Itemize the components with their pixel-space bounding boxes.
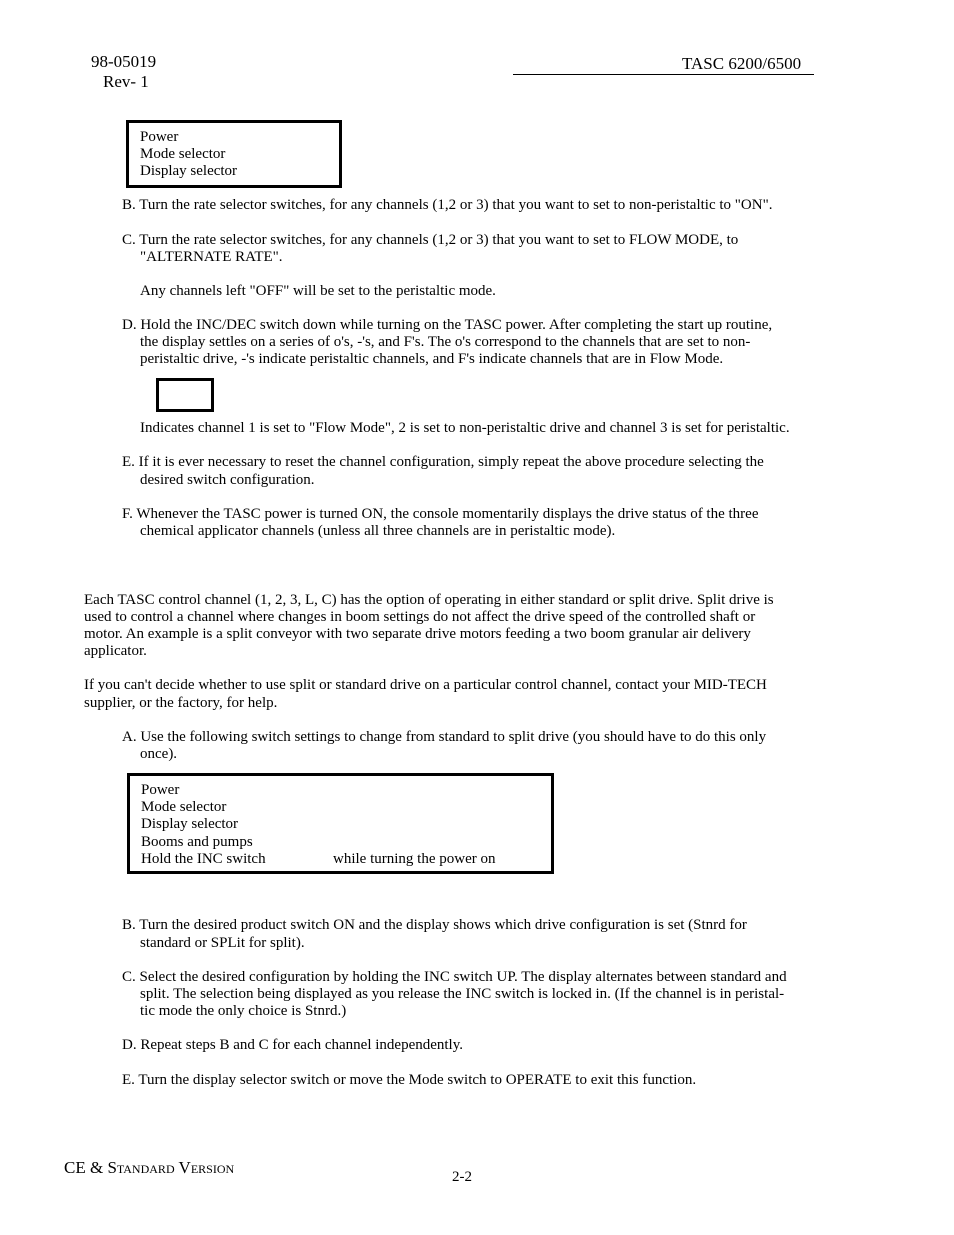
page-number: 2-2 — [452, 1169, 472, 1185]
step2-e-line-1: E. Turn the display selector switch or move the Mode switch to OPERATE to exit this function. — [122, 1072, 697, 1088]
para1-line-4: applicator. — [84, 643, 147, 659]
box2-line-mode: Mode selector — [141, 799, 227, 815]
step2-a-line-2: once). — [140, 746, 178, 762]
document-number: 98-05019 — [91, 52, 157, 71]
step2-c-line-1: C. Select the desired configuration by holding the INC switch UP. The display alternates between standard and — [122, 969, 787, 985]
box1-line-display: Display selector — [140, 163, 238, 179]
step-f-line-1: F. Whenever the TASC power is turned ON, the console momentarily displays the drive status of the three — [122, 506, 759, 522]
step-c-line-2: "ALTERNATE RATE". — [140, 249, 283, 265]
para1-line-2: used to control a channel where changes in boom settings do not affect the drive speed of the controlled shaft or — [84, 609, 756, 625]
box2-line-hold: Hold the INC switch — [141, 851, 266, 867]
para1-line-3: motor. An example is a split conveyor with two separate drive motors feeding a two boom granular air delivery — [84, 626, 751, 642]
display-example-box — [156, 378, 214, 412]
box1-line-mode: Mode selector — [140, 146, 226, 162]
para1-line-1: Each TASC control channel (1, 2, 3, L, C) has the option of operating in either standard or split drive. Split drive is — [84, 592, 774, 608]
revision-label: Rev- 1 — [103, 72, 149, 91]
step-d-line-2: the display settles on a series of o's, -'s, and F's. The o's correspond to the channels that are set to non- — [140, 334, 751, 350]
step2-b-line-2: standard or SPLit for split). — [140, 935, 305, 951]
step-f-line-2: chemical applicator channels (unless all three channels are in peristaltic mode). — [140, 523, 616, 539]
step-c-note: Any channels left "OFF" will be set to the peristaltic mode. — [140, 283, 496, 299]
switch-settings-box-1 — [126, 120, 342, 188]
product-title: TASC 6200/6500 — [682, 54, 802, 73]
box2-line-power: Power — [141, 782, 180, 798]
step-d-line-3: peristaltic drive, -'s indicate peristaltic channels, and F's indicate channels that are in Flow Mode. — [140, 351, 724, 367]
box2-line-display: Display selector — [141, 816, 239, 832]
step2-d-line-1: D. Repeat steps B and C for each channel independently. — [122, 1037, 464, 1053]
para2-line-1: If you can't decide whether to use split or standard drive on a particular control channel, contact your MID-TECH — [84, 677, 767, 693]
step-b-line-1: B. Turn the rate selector switches, for any channels (1,2 or 3) that you want to set to non-peristaltic to "ON". — [122, 197, 773, 213]
footer-version: CE & Standard Version — [64, 1158, 235, 1177]
step-e-line-2: desired switch configuration. — [140, 472, 315, 488]
box2-hold-note: while turning the power on — [333, 851, 496, 867]
box2-line-booms: Booms and pumps — [141, 834, 253, 850]
switch-settings-box-2 — [127, 773, 554, 874]
header-rule — [513, 74, 814, 75]
box1-line-power: Power — [140, 129, 179, 145]
step-c-line-1: C. Turn the rate selector switches, for any channels (1,2 or 3) that you want to set to FLOW MODE, to — [122, 232, 739, 248]
step2-b-line-1: B. Turn the desired product switch ON and the display shows which drive configuration is set (Stnrd for — [122, 917, 747, 933]
step2-c-line-2: split. The selection being displayed as you release the INC switch is locked in. (If the channel is in peristal- — [140, 986, 785, 1002]
step2-a-line-1: A. Use the following switch settings to change from standard to split drive (you should have to do this only — [122, 729, 767, 745]
para2-line-2: supplier, or the factory, for help. — [84, 695, 278, 711]
step-d-note: Indicates channel 1 is set to "Flow Mode", 2 is set to non-peristaltic drive and channel 3 is set for peristaltic. — [140, 420, 790, 436]
step2-c-line-3: tic mode the only choice is Stnrd.) — [140, 1003, 347, 1019]
step-d-line-1: D. Hold the INC/DEC switch down while turning on the TASC power. After completing the start up routine, — [122, 317, 773, 333]
step-e-line-1: E. If it is ever necessary to reset the channel configuration, simply repeat the above procedure selecting the — [122, 454, 764, 470]
